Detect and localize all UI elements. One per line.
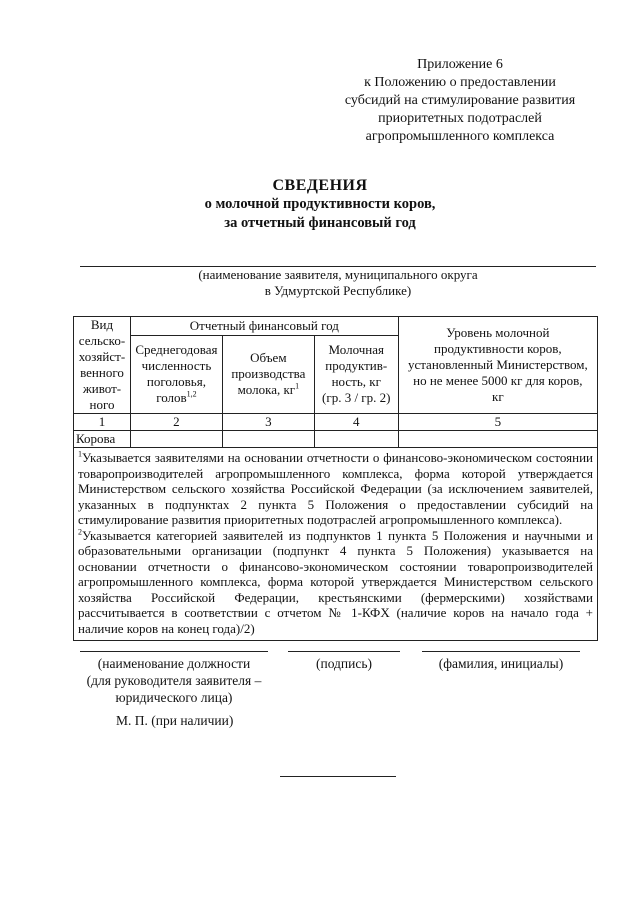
header-milk-productivity: Молочная продуктив- ность, кг (гр. 3 / гр. 2) <box>314 335 398 413</box>
name-caption: (фамилия, инициалы) <box>438 656 564 671</box>
annex-line: агропромышленного комплекса <box>365 129 555 144</box>
footnote-ref: 1,2 <box>186 389 197 399</box>
applicant-caption-line: (наименование заявителя, муниципального округа <box>198 267 478 282</box>
productivity-table <box>73 316 598 641</box>
cell-average-livestock[interactable] <box>130 431 222 448</box>
signature-fill-line <box>288 651 400 652</box>
position-caption: (наименование должности (для руководителя заявителя – юридического лица) <box>86 656 262 705</box>
column-number: 4 <box>314 414 398 431</box>
applicant-caption <box>80 267 596 299</box>
column-number: 3 <box>222 414 314 431</box>
cell-milk-volume[interactable] <box>222 431 314 448</box>
bottom-fill-line <box>280 776 396 777</box>
signature-caption: (подпись) <box>315 656 373 671</box>
column-number: 2 <box>130 414 222 431</box>
column-number: 1 <box>74 414 131 431</box>
footnote-ref: 1 <box>295 381 300 391</box>
name-fill-line <box>422 651 580 652</box>
column-number: 5 <box>398 414 597 431</box>
annex-line: приоритетных подотраслей <box>378 111 542 126</box>
footnote-2: $^2$Указывается категорией заявителей из подпунктов 1 пункта 5 Положения и научными и образовательными организации (подпункт 4 пункта 5 Положения) указывается на основании отчетности о финансово-экономическом состоянии товаропроизводителей агропромышленного комплекса, форма которой утверждается Министерством сельского хозяйства Российской Федерации, крестьянскими (фермерскими) хозяйствами рассчитывается в соответствии с отчетом № 1-КФХ (наличие коров на начало года + наличие коров на конец года)/2) <box>78 527 593 636</box>
header-reporting-year: Отчетный финансовый год <box>130 317 398 336</box>
cell-milk-productivity[interactable] <box>314 431 398 448</box>
applicant-caption-line: в Удмуртской Республике) <box>264 283 412 298</box>
stamp-caption: М. П. (при наличии) <box>116 713 234 728</box>
header-animal-type: Вид сельско- хозяйст- венного живот- ного <box>74 317 131 414</box>
annex-line: к Положению о предоставлении <box>364 75 556 90</box>
footnote-1: $^1$Указывается заявителями на основании отчетности о финансово-экономическом состоянии товаропроизводителей агропромышленного комплекса, форма которой утверждается Министерством сельского хозяйства Российской Федерации (за исключением заявителей, указанных в подпунктах 2 пункта 5 Положения о предоставлении субсидий на стимулирование развития приоритетных подотраслей агропромышленного комплекса). <box>78 449 593 527</box>
annex-line: Приложение 6 <box>417 57 503 72</box>
row-label-cow: Корова <box>74 431 131 448</box>
title-main: СВЕДЕНИЯ <box>272 177 368 194</box>
footnotes-cell <box>74 448 598 641</box>
cell-productivity-level[interactable] <box>398 431 597 448</box>
position-fill-line <box>80 651 268 652</box>
annex-line: субсидий на стимулирование развития <box>344 93 576 108</box>
document-title <box>120 176 520 233</box>
header-average-livestock: Среднегодовая численность поголовья, голов$^{1,2}$ <box>130 335 222 413</box>
title-subtitle: о молочной продуктивности коров, <box>204 196 436 212</box>
header-productivity-level: Уровень молочной продуктивности коров, установленный Министерством, но не менее 5000 кг для коров, кг <box>398 317 597 414</box>
annex-header <box>330 56 590 146</box>
title-period: за отчетный финансовый год <box>224 215 416 231</box>
header-milk-volume: Объем производства молока, $кг^1$ <box>222 335 314 413</box>
